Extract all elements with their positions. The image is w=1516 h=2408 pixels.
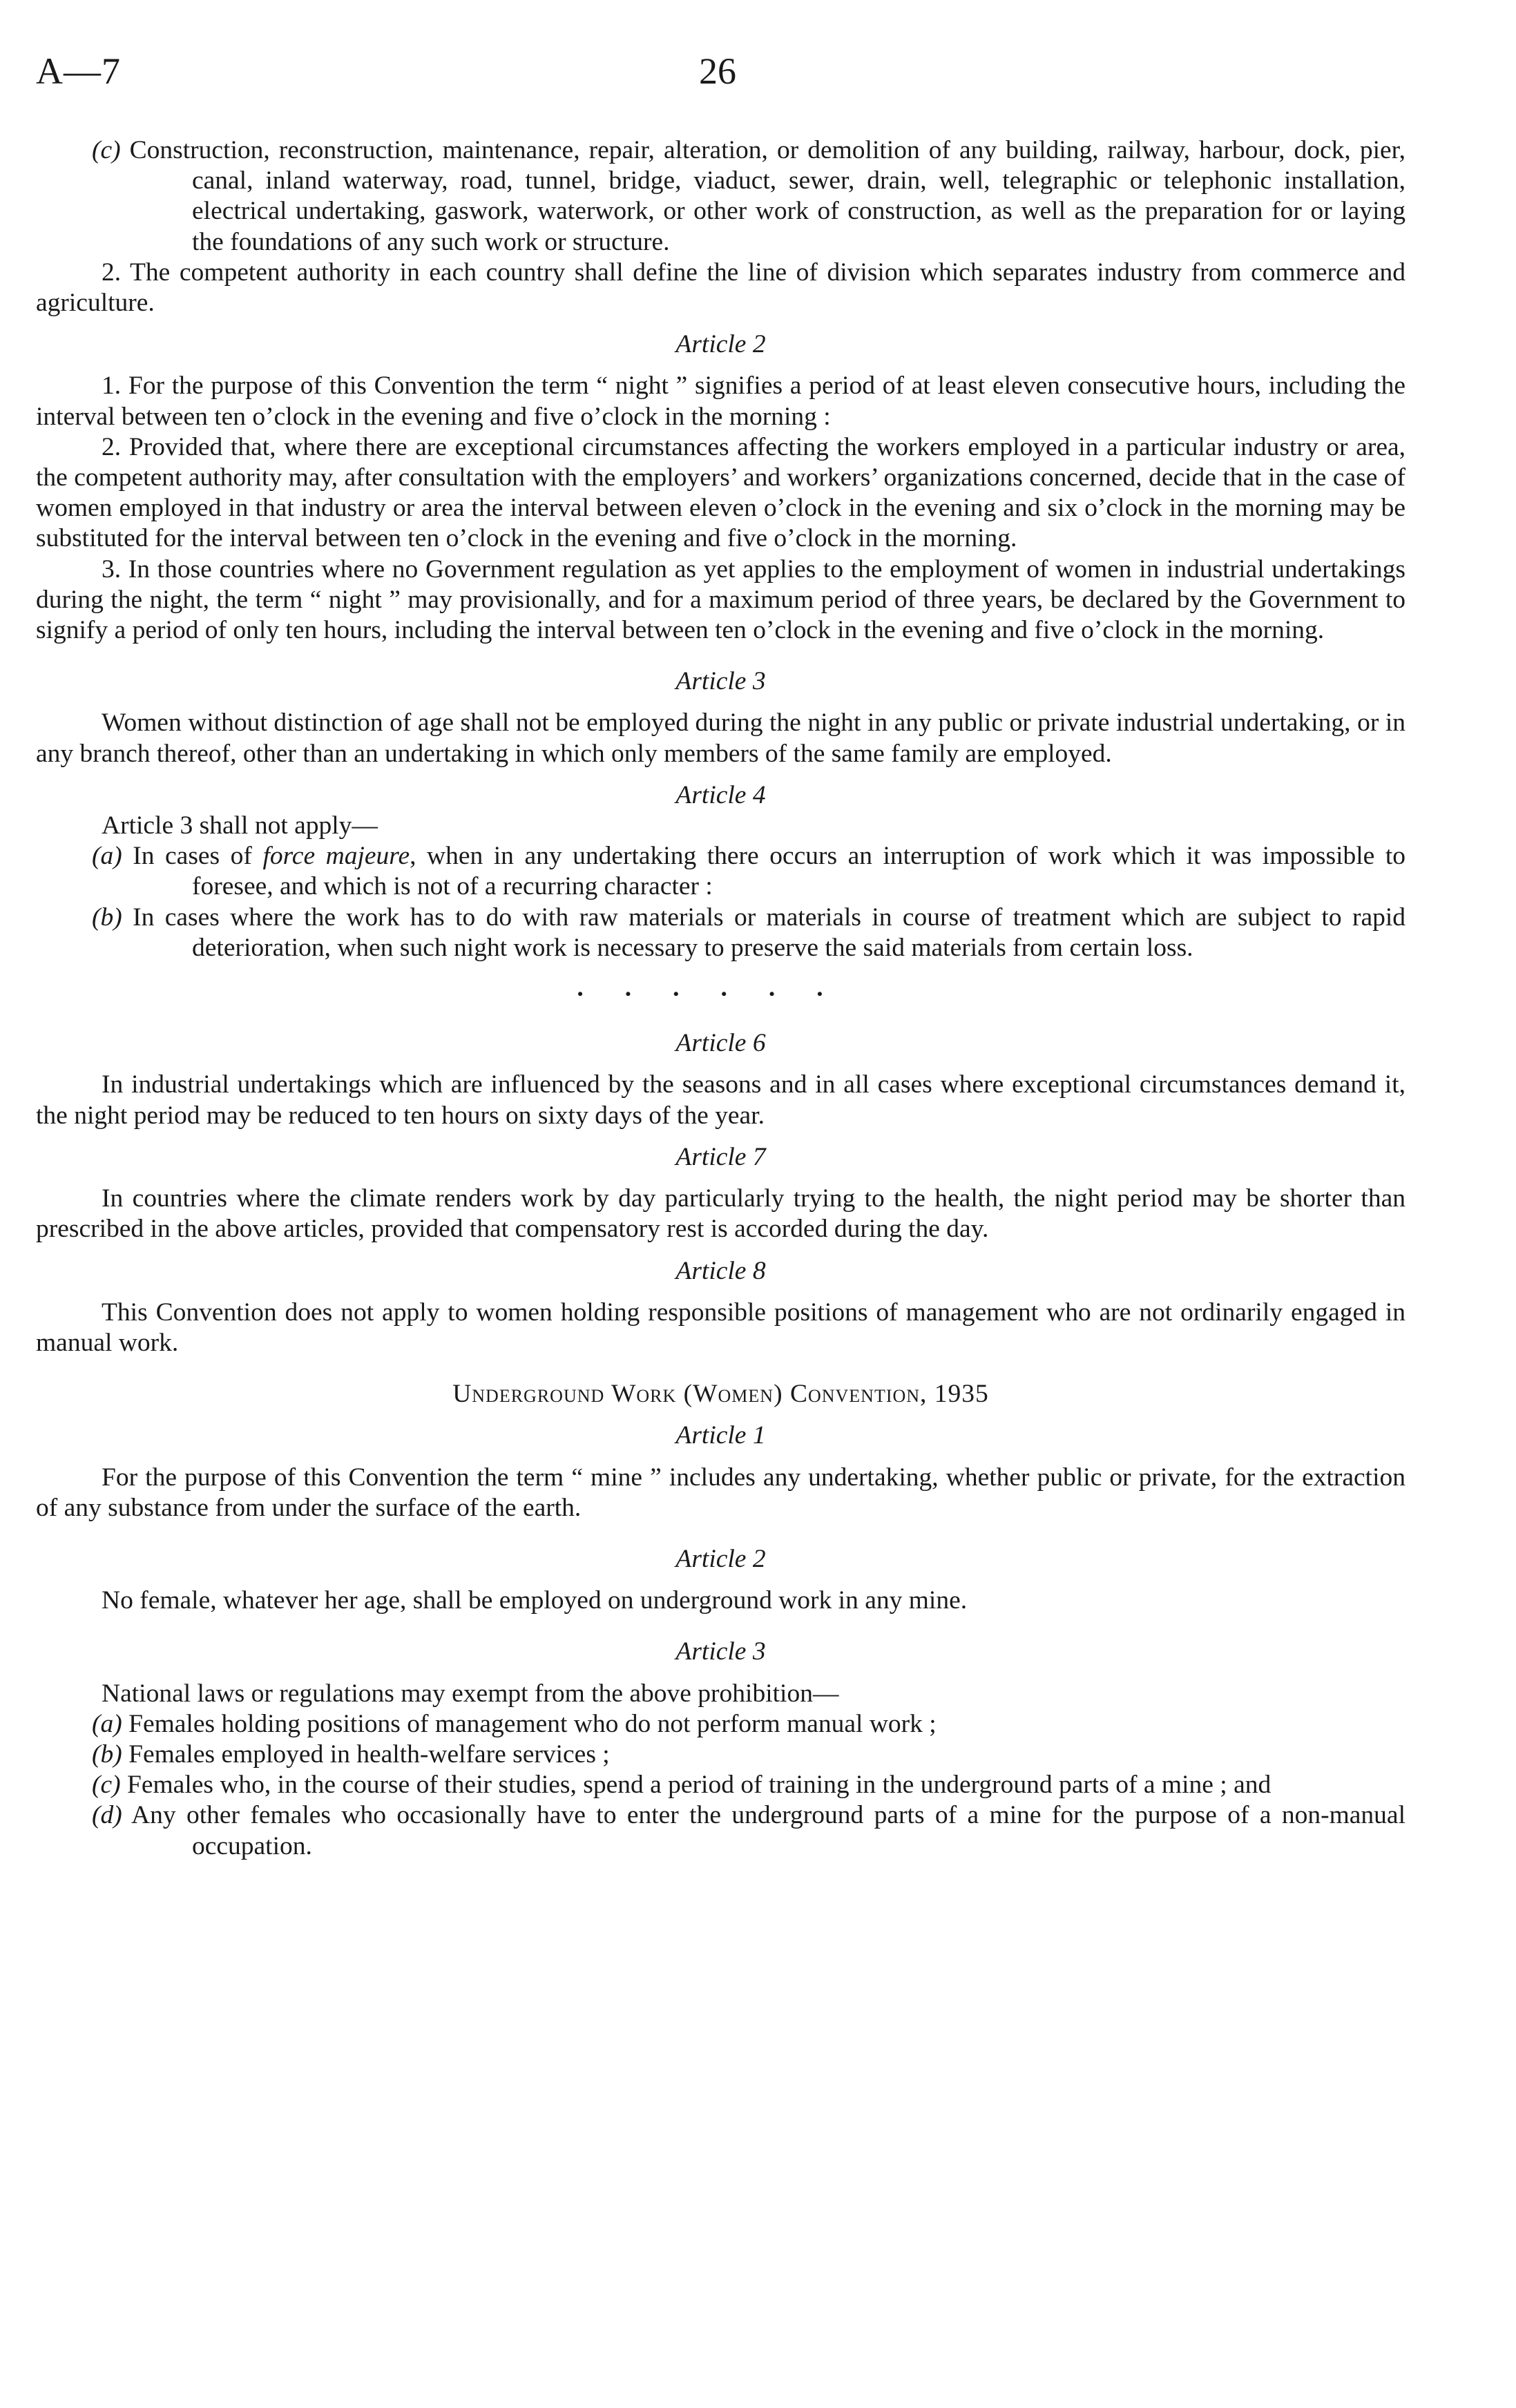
item-text: In cases where the work has to do with raw materials or materials in course of treatment which are subject to rapid deterioration, when such night work is necessary to preserve the said materials from certain loss. [133,903,1406,962]
item-text: Any other females who occasionally have to enter the underground parts of a mine for the purpose of a non-manual occupation. [131,1801,1406,1860]
item-text: Females holding positions of management who do not perform manual work ; [128,1709,937,1738]
article-3-text: Women without distinction of age shall not be employed during the night in any public or private industrial undertaking, or in any branch thereof, other than an undertaking in which only members of the same family are employed. [36,709,1405,768]
item-text: Females employed in health-welfare services ; [128,1740,610,1769]
article-6-heading: Article 6 [675,1029,766,1058]
article-4-lead: Article 3 shall not apply— [102,811,378,840]
page-number: 26 [699,50,736,92]
omission-dots: ...... [577,974,865,1003]
item-text-after: , when in any undertaking there occurs an interruption of work which it was impossible to foresee, and which is not of a recurring character : [192,842,1405,901]
article-3-heading: Article 3 [675,667,766,696]
c2-article-3-item-d [36,1800,1405,1861]
article-4-item-b [36,903,1405,963]
item-label: (c) [92,1771,121,1800]
article-8-text: This Convention does not apply to women holding responsible positions of management who are not ordinarily engaged in manual work. [36,1298,1405,1357]
convention-title: Underground Work (Women) Convention, 1935 [452,1380,989,1409]
item-label: (a) [92,1709,122,1738]
item-text-before: In cases of [133,842,252,871]
running-head: A—7 [36,50,121,92]
item-label: (a) [92,842,122,871]
item-text: Females who, in the course of their studies, spend a period of training in the underground parts of a mine ; and [127,1771,1272,1800]
c2-article-3-item-c [36,1770,1405,1800]
item-label: (d) [92,1801,122,1830]
article-6-text: In industrial undertakings which are influenced by the seasons and in all cases where exceptional circumstances demand it, the night period may be reduced to ten hours on sixty days of the year. [36,1070,1405,1130]
article-2-paragraph-2: 2. Provided that, where there are exceptional circumstances affecting the workers employed in a particular industry or area, the competent authority may, after consultation with the employers’ and workers’ organizations concerned, decide that in the case of women employed in that industry or area the interval between eleven o’clock in the evening and six o’clock in the morning may be substituted for the interval between ten o’clock in the evening and five o’clock in the morning. [36,432,1405,553]
article-4-heading: Article 4 [675,780,766,809]
item-label: (b) [92,903,122,932]
c2-article-3-heading: Article 3 [675,1637,766,1666]
c2-article-2-heading: Article 2 [675,1544,766,1573]
c2-article-3-item-a [36,1709,1405,1740]
item-text-italic: force majeure [262,842,410,871]
body-text [36,135,1405,1862]
item-label: (c) [92,136,121,164]
item-label: (b) [92,1740,122,1769]
list-item-c [36,135,1405,258]
article-4-item-a [36,841,1405,902]
item-text: Construction, reconstruction, maintenance, repair, alteration, or demolition of any building, railway, harbour, dock, pier, canal, inland waterway, road, tunnel, bridge, viaduct, sewer, drain, well, telegraphic or telephonic installation, electrical undertaking, gaswork, waterwork, or other work of construction, as well as the preparation for or laying the foundations of any such work or structure. [129,136,1405,256]
article-2-paragraph-1: 1. For the purpose of this Convention the term “ night ” signifies a period of at least eleven consecutive hours, including the interval between ten o’clock in the evening and five o’clock in the morning : [36,372,1405,431]
c2-article-3-item-b [36,1740,1405,1770]
article-2-heading: Article 2 [675,330,766,359]
c2-article-3-lead: National laws or regulations may exempt from the above prohibition— [102,1679,839,1708]
article-2-paragraph-3: 3. In those countries where no Government regulation as yet applies to the employment of women in industrial undertakings during the night, the term “ night ” may provisionally, and for a maximum period of three years, be declared by the Government to signify a period of only ten hours, including the interval between ten o’clock in the evening and five o’clock in the morning. [36,555,1405,645]
article-8-heading: Article 8 [675,1256,766,1285]
article-7-heading: Article 7 [675,1142,766,1171]
c2-article-2-text: No female, whatever her age, shall be employed on underground work in any mine. [102,1586,968,1615]
paragraph-2: 2. The competent authority in each country shall define the line of division which separates industry from commerce and agriculture. [36,258,1405,318]
article-7-text: In countries where the climate renders work by day particularly trying to the health, the night period may be shorter than prescribed in the above articles, provided that compensatory rest is accorded during the day. [36,1184,1405,1244]
c2-article-1-text: For the purpose of this Convention the term “ mine ” includes any undertaking, whether public or private, for the extraction of any substance from under the surface of the earth. [36,1463,1405,1522]
c2-article-1-heading: Article 1 [675,1421,766,1450]
